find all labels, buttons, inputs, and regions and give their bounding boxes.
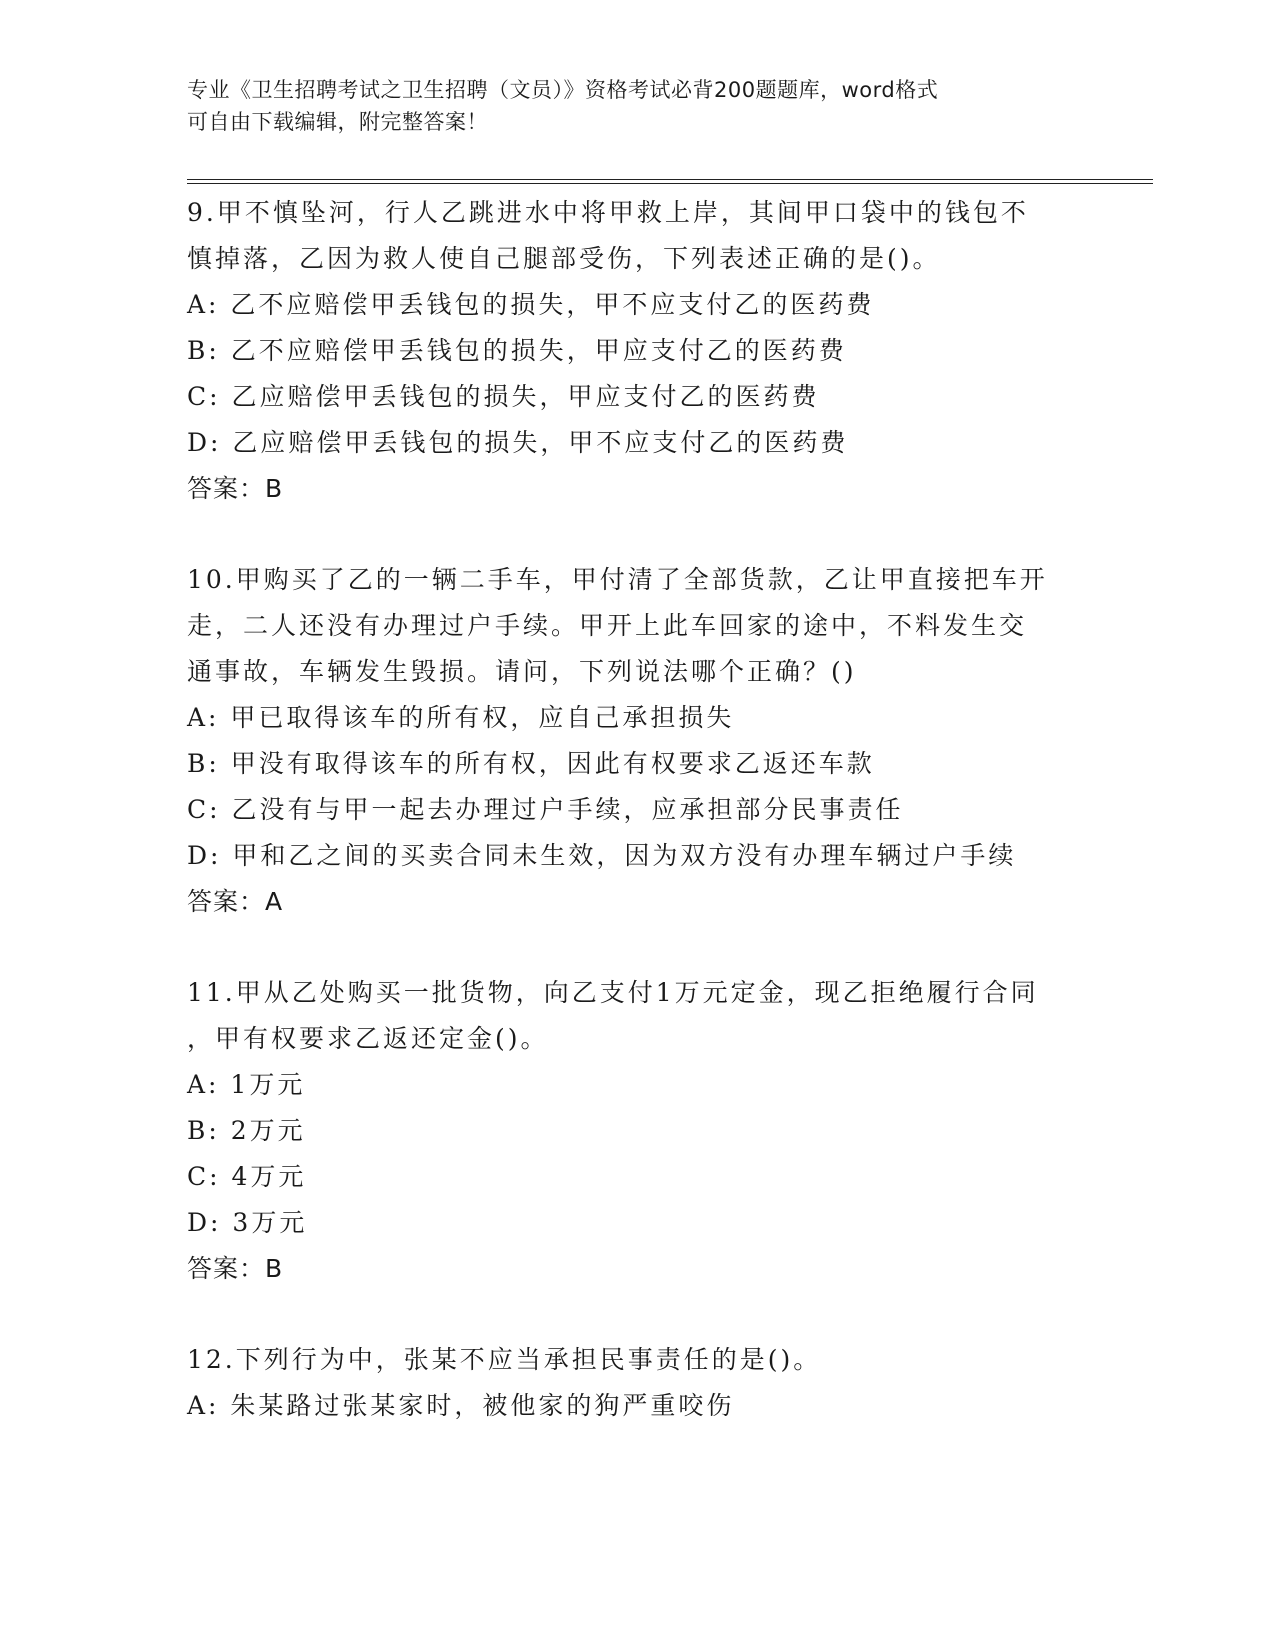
question-stem-line: 12.下列行为中，张某不应当承担民事责任的是()。 xyxy=(187,1345,822,1374)
question-11 xyxy=(187,970,1087,1292)
question-stem-line: 11.甲从乙处购买一批货物，向乙支付1万元定金，现乙拒绝履行合同 xyxy=(187,978,1039,1007)
option-a: A: 朱某路过张某家时，被他家的狗严重咬伤 xyxy=(187,1391,735,1420)
option-c: C: 4万元 xyxy=(187,1162,307,1191)
option-a: A: 甲已取得该车的所有权，应自己承担损失 xyxy=(187,703,735,732)
question-stem-line: 通事故，车辆发生毁损。请问，下列说法哪个正确？() xyxy=(187,657,857,686)
spacer xyxy=(187,925,1087,970)
question-9 xyxy=(187,190,1087,512)
spacer xyxy=(187,512,1087,557)
question-stem-line: 10.甲购买了乙的一辆二手车，甲付清了全部货款，乙让甲直接把车开 xyxy=(187,565,1048,594)
question-10 xyxy=(187,557,1087,925)
document-header xyxy=(187,74,1087,138)
answer-label: 答案：A xyxy=(187,887,284,916)
option-d: D: 甲和乙之间的买卖合同未生效，因为双方没有办理车辆过户手续 xyxy=(187,841,1017,870)
header-line-1: 专业《卫生招聘考试之卫生招聘（文员）》资格考试必背200题题库，word格式 xyxy=(187,78,939,102)
question-12 xyxy=(187,1337,1087,1429)
question-stem-line: ，甲有权要求乙返还定金()。 xyxy=(187,1024,549,1053)
question-stem-line: 9.甲不慎坠河，行人乙跳进水中将甲救上岸，其间甲口袋中的钱包不 xyxy=(187,198,1029,227)
option-d: D: 乙应赔偿甲丢钱包的损失，甲不应支付乙的医药费 xyxy=(187,428,849,457)
option-c: C: 乙没有与甲一起去办理过户手续，应承担部分民事责任 xyxy=(187,795,904,824)
answer-label: 答案：B xyxy=(187,1254,284,1283)
question-stem-line: 走，二人还没有办理过户手续。甲开上此车回家的途中，不料发生交 xyxy=(187,611,1028,640)
question-list xyxy=(187,190,1087,1429)
option-d: D: 3万元 xyxy=(187,1208,308,1237)
option-c: C: 乙应赔偿甲丢钱包的损失，甲应支付乙的医药费 xyxy=(187,382,820,411)
option-b: B: 乙不应赔偿甲丢钱包的损失，甲应支付乙的医药费 xyxy=(187,336,847,365)
option-a: A: 乙不应赔偿甲丢钱包的损失，甲不应支付乙的医药费 xyxy=(187,290,875,319)
option-a: A: 1万元 xyxy=(187,1070,306,1099)
header-divider-top xyxy=(187,179,1153,180)
answer-label: 答案：B xyxy=(187,474,284,503)
header-line-2: 可自由下载编辑，附完整答案！ xyxy=(187,110,488,134)
spacer xyxy=(187,1292,1087,1337)
question-stem-line: 慎掉落，乙因为救人使自己腿部受伤，下列表述正确的是()。 xyxy=(187,244,941,273)
option-b: B: 甲没有取得该车的所有权，因此有权要求乙返还车款 xyxy=(187,749,875,778)
option-b: B: 2万元 xyxy=(187,1116,306,1145)
header-divider-bottom xyxy=(187,183,1153,184)
